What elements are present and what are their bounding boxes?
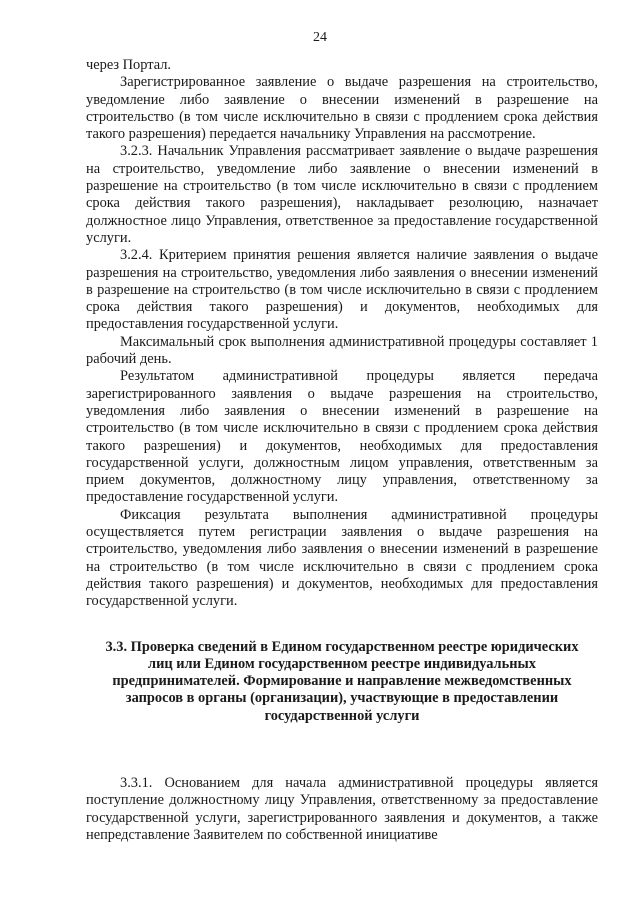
paragraph: Зарегистрированное заявление о выдаче разрешения на строительство, уведомление либо заявление о внесении изменений в разрешение на строительство (в том числе исключительно в связи с продлением срока действия такого разрешения) передается начальнику Управления на рассмотрение. bbox=[86, 74, 598, 143]
paragraph: Результатом административной процедуры является передача зарегистрированного заявления о выдаче разрешения на строительство, уведомления либо заявления о внесении изменений в разрешение на строительство (в том числе исключительно в связи с продлением срока действия такого разрешения) и документов, необходимых для предоставления государственной услуги, должностным лицом управления, ответственным за прием документов, должностному лицу управления, ответственному за предоставление государственной услуги. bbox=[86, 368, 598, 506]
document-body bbox=[86, 57, 598, 844]
paragraph: Фиксация результата выполнения административной процедуры осуществляется путем регистрации заявления о выдаче разрешения на строительство, уведомления либо заявления о внесении изменений в разрешение на строительство (в том числе исключительно в связи с продлением срока действия такого разрешения) и документов, необходимых для предоставления государственной услуги. bbox=[86, 506, 598, 610]
paragraph: 3.2.3. Начальник Управления рассматривает заявление о выдаче разрешения на строительство, уведомление либо заявление о внесении изменений в разрешение на строительство (в том числе исключительно в связи с продлением срока действия такого разрешения), накладывает резолюцию, назначает должностное лицо Управления, ответственное за предоставление государственной услуги. bbox=[86, 143, 598, 246]
paragraph: Максимальный срок выполнения административной процедуры составляет 1 рабочий день. bbox=[86, 333, 598, 368]
paragraph: 3.2.4. Критерием принятия решения является наличие заявления о выдаче разрешения на строительство, уведомления либо заявления о внесении изменений в разрешение на строительство (в том числе исключительно в связи с продлением срока действия такого разрешения) и документов, необходимых для предоставления государственной услуги. bbox=[86, 247, 598, 333]
page-number: 24 bbox=[313, 30, 327, 45]
paragraph: 3.3.1. Основанием для начала административной процедуры является поступление должностному лицу Управления, ответственному за предоставление государственной услуги, зарегистрированного заявления и документов, а также непредставление Заявителем по собственной инициативе bbox=[86, 774, 598, 843]
section-heading: 3.3. Проверка сведений в Едином государственном реестре юридических лиц или Едином государственном реестре индивидуальных предпринимателей. Формирование и направление межведомственных запросов в органы (организации), участвующие в предоставлении государственной услуги bbox=[105, 638, 579, 724]
paragraph: через Портал. bbox=[86, 57, 172, 73]
